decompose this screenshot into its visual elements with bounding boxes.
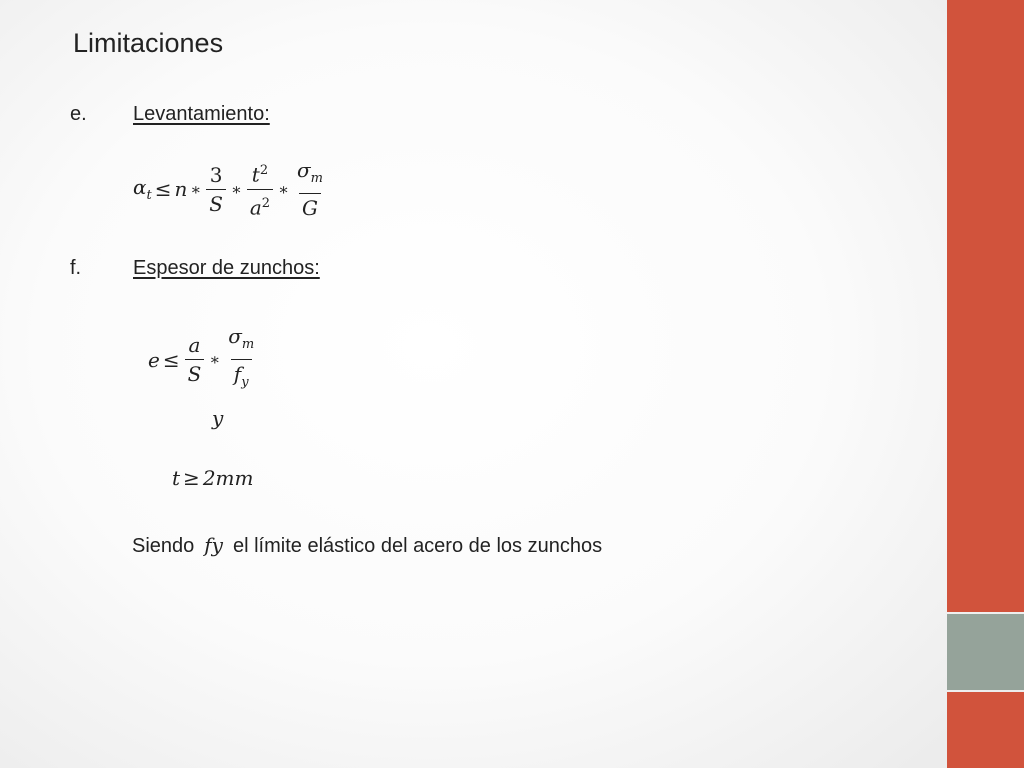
formula-conjunction: y [212,406,224,430]
list-item-label: Levantamiento: [133,103,270,125]
formula-symbol: $\alpha_t$ [133,175,152,203]
formula-operator: ≤ [162,347,180,372]
formula-levantamiento [133,158,328,220]
formula-symbol: e [148,347,160,372]
formula-fraction: $\frac{\sigma_m}{f_y}$ [225,324,257,395]
formula-operator: ∗ [278,179,289,199]
formula-symbol: n [174,177,188,201]
formula-symbol: t [172,466,181,490]
list-item-label: Espesor de zunchos: [133,257,320,279]
formula-operator: ∗ [209,350,221,369]
formula-espesor [148,324,259,395]
note-suffix: el límite elástico del acero de los zunchos [232,535,603,557]
slide-title: Limitaciones [73,28,224,58]
formula-thickness-constraint [172,466,253,490]
formula-operator: ≤ [154,177,172,201]
formula-fraction: $\frac{t^2}{a^2}$ [247,159,273,219]
formula-fraction: $\frac{3}{S}$ [206,163,226,216]
decorative-sidebar [947,0,1024,768]
explanatory-note [132,530,612,561]
list-item-number: f. [70,257,82,279]
list-item-number: e. [70,103,87,125]
formula-operator: ∗ [230,179,242,199]
formula-value: 2mm [202,466,254,490]
note-symbol: fy [204,533,223,557]
formula-fraction: $\frac{a}{S}$ [185,333,205,386]
accent-bar-bottom [947,692,1024,768]
formula-operator: ≥ [183,466,200,490]
note-prefix: Siendo [132,535,195,557]
accent-bar-middle [947,614,1024,690]
formula-fraction: $\frac{\sigma_m}{G}$ [296,158,323,220]
accent-bar-top [947,0,1024,612]
formula-operator: ∗ [190,179,202,199]
